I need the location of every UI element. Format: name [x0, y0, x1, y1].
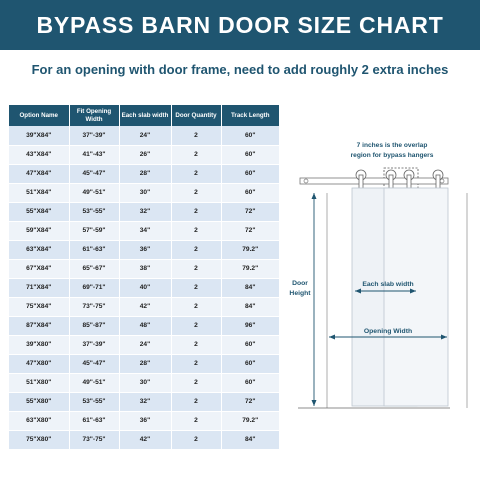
cell-each-slab-width: 30": [119, 373, 171, 392]
cell-each-slab-width: 42": [119, 297, 171, 316]
table-row: [9, 411, 279, 430]
door-height-label-line2: Height: [289, 290, 311, 297]
cell-option-name: 67"X84": [9, 259, 69, 278]
table-row: [9, 278, 279, 297]
table-row: [9, 221, 279, 240]
column-header-track-length: Track Length: [221, 105, 279, 126]
cell-each-slab-width: 48": [119, 316, 171, 335]
cell-track-length: 84": [221, 297, 279, 316]
cell-each-slab-width: 30": [119, 183, 171, 202]
each-slab-width-label: Each slab width: [362, 281, 414, 288]
cell-track-length: 72": [221, 392, 279, 411]
cell-fit-opening-width: 57"-59": [69, 221, 119, 240]
cell-track-length: 84": [221, 278, 279, 297]
cell-option-name: 51"X84": [9, 183, 69, 202]
table-body: [9, 126, 279, 449]
column-header-option-name: Option Name: [9, 105, 69, 126]
cell-each-slab-width: 42": [119, 430, 171, 449]
cell-door-quantity: 2: [171, 240, 221, 259]
cell-option-name: 47"X84": [9, 164, 69, 183]
column-header-fit-opening-width: Fit Opening Width: [69, 105, 119, 126]
cell-each-slab-width: 38": [119, 259, 171, 278]
cell-door-quantity: 2: [171, 221, 221, 240]
cell-option-name: 39"X84": [9, 126, 69, 145]
cell-fit-opening-width: 61"-63": [69, 411, 119, 430]
arrow-left-icon: [329, 335, 335, 340]
cell-door-quantity: 2: [171, 316, 221, 335]
cell-track-length: 79.2": [221, 411, 279, 430]
page-title-banner: [0, 0, 480, 50]
cell-option-name: 63"X84": [9, 240, 69, 259]
cell-option-name: 43"X84": [9, 145, 69, 164]
page-title: BYPASS BARN DOOR SIZE CHART: [36, 11, 444, 38]
cell-each-slab-width: 32": [119, 202, 171, 221]
cell-each-slab-width: 26": [119, 145, 171, 164]
table-row: [9, 164, 279, 183]
cell-track-length: 60": [221, 164, 279, 183]
table-row: [9, 430, 279, 449]
cell-door-quantity: 2: [171, 373, 221, 392]
cell-door-quantity: 2: [171, 278, 221, 297]
cell-door-quantity: 2: [171, 335, 221, 354]
cell-each-slab-width: 28": [119, 164, 171, 183]
cell-fit-opening-width: 53"-55": [69, 392, 119, 411]
cell-each-slab-width: 40": [119, 278, 171, 297]
cell-option-name: 39"X80": [9, 335, 69, 354]
cell-fit-opening-width: 69"-71": [69, 278, 119, 297]
cell-fit-opening-width: 65"-67": [69, 259, 119, 278]
cell-fit-opening-width: 61"-63": [69, 240, 119, 259]
cell-option-name: 87"X84": [9, 316, 69, 335]
cell-track-length: 60": [221, 335, 279, 354]
cell-option-name: 71"X84": [9, 278, 69, 297]
cell-track-length: 84": [221, 430, 279, 449]
door-diagram-svg: [280, 130, 480, 420]
cell-option-name: 55"X84": [9, 202, 69, 221]
overlap-note-line1: 7 inches is the overlap: [356, 142, 428, 149]
cell-track-length: 60": [221, 354, 279, 373]
cell-each-slab-width: 32": [119, 392, 171, 411]
table-header-row: [9, 105, 279, 126]
table-row: [9, 259, 279, 278]
column-header-door-quantity: Door Quantity: [171, 105, 221, 126]
track-rail: [300, 178, 448, 184]
cell-track-length: 72": [221, 202, 279, 221]
cell-each-slab-width: 36": [119, 411, 171, 430]
cell-door-quantity: 2: [171, 392, 221, 411]
table-row: [9, 183, 279, 202]
arrow-up-icon: [312, 193, 317, 199]
table-row: [9, 202, 279, 221]
size-chart-table: [9, 105, 279, 450]
cell-option-name: 59"X84": [9, 221, 69, 240]
cell-door-quantity: 2: [171, 145, 221, 164]
cell-door-quantity: 2: [171, 297, 221, 316]
cell-option-name: 63"X80": [9, 411, 69, 430]
cell-track-length: 72": [221, 221, 279, 240]
cell-track-length: 60": [221, 183, 279, 202]
table-row: [9, 126, 279, 145]
cell-fit-opening-width: 41"-43": [69, 145, 119, 164]
cell-door-quantity: 2: [171, 126, 221, 145]
cell-fit-opening-width: 37"-39": [69, 126, 119, 145]
cell-option-name: 47"X80": [9, 354, 69, 373]
table-row: [9, 316, 279, 335]
overlap-note-line2: region for bypass hangers: [350, 152, 434, 159]
cell-door-quantity: 2: [171, 164, 221, 183]
cell-door-quantity: 2: [171, 354, 221, 373]
cell-track-length: 60": [221, 373, 279, 392]
cell-door-quantity: 2: [171, 411, 221, 430]
cell-fit-opening-width: 73"-75": [69, 297, 119, 316]
door-slab-right: [384, 188, 448, 406]
cell-track-length: 60": [221, 126, 279, 145]
arrow-down-icon: [312, 400, 317, 406]
door-height-label-line1: Door: [292, 280, 308, 287]
cell-fit-opening-width: 45"-47": [69, 164, 119, 183]
cell-door-quantity: 2: [171, 430, 221, 449]
table-row: [9, 373, 279, 392]
cell-each-slab-width: 34": [119, 221, 171, 240]
cell-track-length: 96": [221, 316, 279, 335]
cell-track-length: 79.2": [221, 240, 279, 259]
cell-fit-opening-width: 45"-47": [69, 354, 119, 373]
door-diagram: [280, 130, 480, 420]
cell-option-name: 75"X84": [9, 297, 69, 316]
cell-door-quantity: 2: [171, 259, 221, 278]
cell-door-quantity: 2: [171, 183, 221, 202]
subtitle: For an opening with door frame, need to add roughly 2 extra inches: [31, 62, 449, 77]
track-bracket-icon: [304, 179, 308, 183]
cell-each-slab-width: 24": [119, 335, 171, 354]
cell-track-length: 79.2": [221, 259, 279, 278]
cell-track-length: 60": [221, 145, 279, 164]
cell-fit-opening-width: 73"-75": [69, 430, 119, 449]
opening-width-label: Opening Width: [363, 328, 413, 335]
table-row: [9, 145, 279, 164]
cell-fit-opening-width: 85"-87": [69, 316, 119, 335]
table-row: [9, 335, 279, 354]
table-row: [9, 354, 279, 373]
cell-each-slab-width: 24": [119, 126, 171, 145]
column-header-each-slab-width: Each slab width: [119, 105, 171, 126]
cell-each-slab-width: 28": [119, 354, 171, 373]
cell-option-name: 51"X80": [9, 373, 69, 392]
cell-fit-opening-width: 49"-51": [69, 373, 119, 392]
cell-option-name: 75"X80": [9, 430, 69, 449]
table-row: [9, 297, 279, 316]
cell-fit-opening-width: 37"-39": [69, 335, 119, 354]
cell-option-name: 55"X80": [9, 392, 69, 411]
table-row: [9, 392, 279, 411]
cell-door-quantity: 2: [171, 202, 221, 221]
table-row: [9, 240, 279, 259]
cell-fit-opening-width: 53"-55": [69, 202, 119, 221]
cell-fit-opening-width: 49"-51": [69, 183, 119, 202]
cell-each-slab-width: 36": [119, 240, 171, 259]
